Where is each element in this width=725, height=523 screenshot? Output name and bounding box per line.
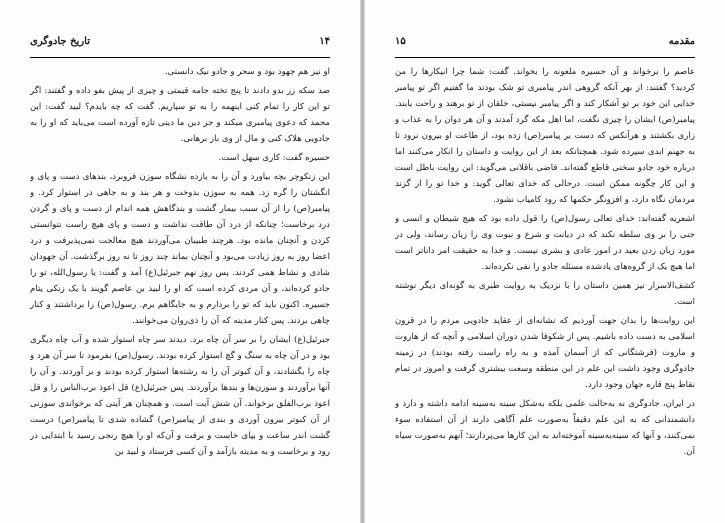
running-title: تاریخ جادوگری	[30, 36, 90, 47]
right-page	[364, 0, 725, 523]
paragraph: این زنکوچر بچه بیاورد و آن را به یازده نشگاه سوزن فروبرد، بندهای دست و پای و انگشتان را گره زد. همه به سوزن بدوخت و هر بند و به جاهی در استوار کرد. و پیامبر(ص) را از آن سبب بیمار گشت و بندگاهش همه اندام از دست و پای و گردن درد برخاست؛ چنانکه از درد آن طاقت نداشت و دست و پای هیچ راست نتوانستی کردن و آنچنان مانده بود. هرچند طبیبان می‌آوردند هیچ معالجت نمی‌پذیرفت و درد اعضا روز به روز زیادت می‌بود و آنچنان بماند چند روز تا نه روز برگذشت. آن جهودان شادی و نشاط همی کردند. پس روز نهم جبرئیل(ع) آمد و گفت: یا رسول‌الله، تو را جادو کرده‌اند، و آن مردی کرده است که او را لبید بن عاصم گویند با یک زنکی یتام جسیره. اکنون باید که تو را بردارم و به جایگاهم برم. رسول(ص) را برداشتند و کنار چاهی بردند. پس کنار مدینه که آن را ذی‌روان می‌خوانند.	[30, 172, 330, 326]
paragraph: او نیز هم جهود بود و سحر و جادو نیک دانستی.	[164, 67, 330, 77]
page-body	[30, 64, 330, 504]
page-number: ۱۵	[395, 36, 406, 47]
paragraph: عاصم را برخواند و آن حسیره ملعونه را بخواند. گفت: شما چرا انیکارها را من کردید؟ گفتند: از بهر آنکه گروهی اندر پیامبری تو شک بودند ما گفتیم اگر تو پیامبر خدایی این خود بر تو آشکار کند و اگر پیامبر نیستی، خلقان از تو برهند و راحت یابند. پیامبر(ص) ایشان را چیزی نگفت، اما اهل مکه گرد آمدند و آن هر دوان را به عذاب و زاری بکشتند و هرآنکس که دست بر پیامبر(ص) زده بود، از طاعت او بیرون نرود تا به جهنم ابدی سپرده شود. همچنانکه بعد از این روایت و داستان را انکار می‌کنند اما درباره خود جادو سخنی قاطع گفته‌اند. قاضی باقلانی می‌گوید: این روایت باطل است و این کار چگونه ممکن است. درحالی که خدای تعالی گوید: و خدا تو را از گزند مردمان نگاه دارد، و افزونگر حکمها که رود کامیاب نشود.	[395, 67, 695, 205]
page-header	[395, 36, 695, 52]
paragraph: کشف‌الاسرار نیز همین داستان را با نزدیک به روایت طبری به گونه‌ای دیگر نوشته است.	[395, 281, 695, 307]
paragraph: حسیره گفت: کاری سهل است.	[218, 153, 330, 163]
paragraph: جبرئیل(ع) ایشان را بر سر آن چاه برد. دیدند سر چاه استوار شده و آب چاه دیگری بود و در آن چاه به سنگ و گچ استوار کرده بودند. رسول(ص) بفرمود تا سر آن هرد و چاه را بگشادند، و آن کبوتر آن را به رشته‌ها استوار کرده بودند و بر آوردند. و آن را آنها برآوردند و سوزن‌ها و بندها برآوردند. پس جبرئیل(ع) قل اعوذ برب‌الناس را و قل اعوذ برب‌الفلق برخواند. آن شش آیت است. و همچنان هر آیتی که برخواندی سوزنی از آن کبوتر بیرون آوردی و بندی از پیامبر(ص) گشاده شدی تا پیامبر(ص) درست گشت اندر ساعت و بپای خاست و برفت و آن‌که او را هیچ رنجی رسید با ابتدایی در رود و برخاست و به مدینه بازآمد و آن کسی فرستاد و لبید بن	[30, 335, 330, 457]
header-rule	[395, 57, 695, 58]
page-body	[395, 64, 695, 504]
left-page	[0, 0, 361, 523]
page-header	[30, 36, 330, 52]
paragraph: این روایت‌ها را بدان جهت آوردیم که نشانه‌ای از عقاید جادویی مردم را در قرون اسلامی به دست داده باشیم. پس از شکوفا شدن دوران اسلامی و آنچه که از هاروت و ماروت (فرشتگانی که از آسمان آمده و به راه راست رفته بودند) در زمینه جادوگری وجود داشت این علم در این منطقه وسعت بیشتری گرفت و امروز در تمام نقاط پنج قاره جهان وجود دارد.	[395, 316, 695, 390]
running-title: مقدمه	[668, 36, 695, 47]
page-number: ۱۴	[319, 36, 330, 47]
paragraph: در ایران، جادوگری نه به‌حالت علمی بلکه به‌شکل سینه به‌سینه ادامه داشته و دارد و دانشمندانی که به این علم دقیقاً به‌صورت علم آگاهی دارند از آن استفاده سوء نمی‌کنند، و آنها که سینه‌به‌سینه آموخته‌اند به این کارها می‌پردازند؛ آنهم به‌صورت سیاه آن.	[395, 399, 695, 457]
header-rule	[30, 57, 330, 58]
paragraph: اشعریه گفته‌اند: خدای تعالی رسول(ص) را قول داده بود که هیچ شیطان و انسی و جنی را بر وی سلطه نکند که در دیانت و شرع و نبوت وی را زیان رساند، ولی در مورد زیان زدن بعید در امور عادی و بشری نیست. و خدا به حقیقت امر داناتر است اما هیچ یک از گروه‌های یادشده مسئله جادو را نفی نکرده‌اند.	[395, 214, 695, 272]
paragraph: صد سکه زر بدو دادند تا پنج تخته جامه قیمتی و چیزی از پیش بفو داده و گفتند: اگر تو این کار را تمام کنی اینهمه را به تو سپاریم. گفت که چه بایدم؟ لبید گفت: این محمد که دعوی پیامبری میکند و جز دین ما دینی تازه آورده است می‌باید که او را به جادویی هلاک کنی و مال از وی باز برهانی.	[30, 86, 330, 144]
